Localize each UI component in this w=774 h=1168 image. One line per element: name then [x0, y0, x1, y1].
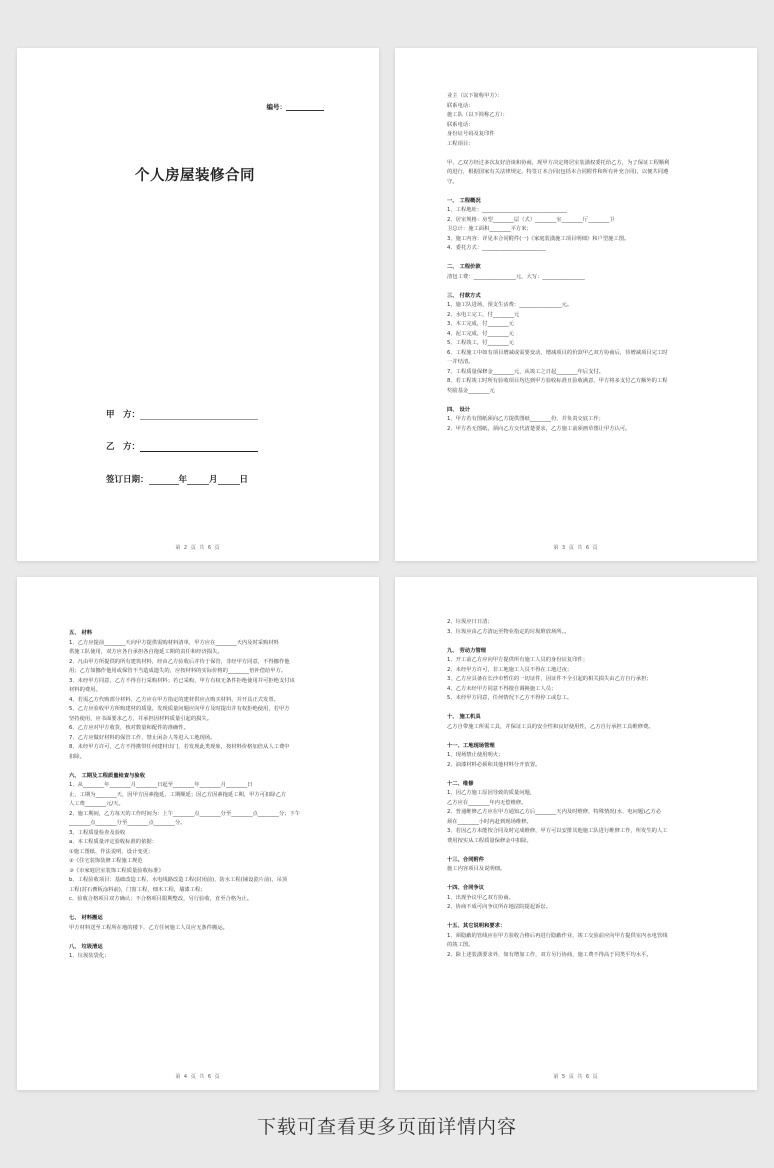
section-heading: 七、 材料搬运 — [69, 915, 103, 921]
clause-line: 坚持使用，应书面要求乙方，并承担因材料质量引起的损失。 — [69, 715, 213, 722]
party-b-blank — [140, 443, 258, 452]
clause-line: 8、未经甲方许可，乙方不得携带任何建材出门，若发现此类现象，按材料价格加倍从人工费中 — [69, 744, 290, 750]
section-heading: 四、 设计 — [447, 406, 471, 413]
clause-line: 3、工程质量检查及验收 — [69, 829, 126, 836]
contract-cover-page — [17, 48, 379, 561]
clause-line: 用；乙方如挪作他用或保管不当造成遗失的，应按材料的实际价格的________倍补偿给甲方。 — [69, 668, 287, 674]
party-b-line — [106, 440, 258, 452]
clause-line: 3、若因乙方未能按合同及时完成维修，甲方可以安排其他施工队进行维修工作，所发生的人工 — [447, 828, 668, 834]
clause-line: b、工程验收项目：基础改造工程，水电线路改造工程(封闭前)，防水工程(铺设瓷片前)，吊顶 — [69, 877, 288, 883]
clause-line: 2、未经甲方许可，非工地施工人员不得在工地过夜； — [447, 666, 573, 673]
page-body — [447, 618, 711, 960]
sign-date-line — [106, 473, 248, 485]
section-heading: 六、 工期及工程质量检查与验收 — [69, 772, 146, 779]
clause-line: 材料的费用。 — [69, 687, 101, 693]
clause-line: 2、施工期间，乙方每天的工作时间为：上午________点________分至________点________分；下午 — [69, 810, 301, 817]
contract-number-blank — [286, 104, 324, 111]
clause-line: 3、施工内容：详见本合同附件(一)《家庭装潢施工项目明细》和户型施工图。 — [447, 235, 630, 242]
clause-line: 1、出现争议甲乙双方协商。 — [447, 894, 514, 901]
clause-line: 2、甲方若无图纸，须向乙方交代清楚要求，乙方施工前须画草图让甲方认可。 — [447, 425, 631, 432]
clause-line — [447, 187, 711, 197]
clause-line: a、本工程质量评定验收标准的依据： — [69, 839, 157, 845]
clause-line: 6、工程施工中如有项目增减或需要变动，增减项目的价款甲乙双方协商后，待增减项目完工时 — [447, 349, 668, 356]
clause-line: 1、因乙方施工原因导致的质量问题， — [447, 790, 536, 796]
party-a-blank — [140, 411, 258, 420]
clause-line: 1、甲方若有图纸须向乙方提供图纸________份，并负责交底工作； — [447, 416, 604, 422]
clause-line: 工程项目： — [447, 140, 474, 147]
clause-line — [447, 913, 711, 923]
clause-line — [447, 149, 711, 159]
clause-line: ________点________分至________点________分。 — [69, 820, 186, 826]
clause-line: 4、泥工完成，付________元 — [447, 330, 514, 337]
contract-page-4 — [395, 577, 757, 1090]
clause-line: 奖励基金________元 — [447, 387, 495, 394]
clause-line — [69, 762, 333, 772]
clause-line: 1、乙方应提前________天向甲方提供需购材料清单，甲方应在________天内及时采购材料 — [69, 639, 279, 646]
section-heading: 二、 工程价款 — [447, 264, 481, 270]
clause-line: 1、须隐蔽的管线应在甲方验收合格后再进行隐蔽作业，竣工交验前应向甲方提供室内水电管线 — [447, 932, 668, 939]
page-body — [447, 92, 711, 434]
clause-line: 4、乙方未经甲方同意不得擅自调换施工人员； — [447, 685, 557, 692]
year-label: 年 — [178, 475, 188, 485]
contract-page-2 — [395, 48, 757, 561]
clause-line: 一并结清。 — [447, 359, 474, 365]
clause-line: 守。 — [447, 178, 458, 185]
page-body — [69, 629, 333, 962]
clause-line: 卫总计：施工面积________平方米； — [447, 226, 532, 232]
clause-line: 工程(封石膏板涂料前)，门窗工程，细木工程，墙漆工程； — [69, 886, 206, 893]
section-heading: 三、 付款方式 — [447, 292, 481, 299]
clause-line: ②《住宅装饰装修工程施工规范 — [69, 858, 143, 864]
clause-line: 1、垃圾装袋化； — [69, 953, 110, 959]
clause-line: 须在________小时内赶到现场维修。 — [447, 818, 532, 825]
contract-number-label: 编号： — [266, 103, 286, 111]
clause-line: 3、木工完成，付________元 — [447, 321, 514, 327]
clause-line: 施工内容项目及说明细。 — [447, 866, 506, 872]
clause-line: 联系电话： — [447, 121, 474, 128]
clause-line: 1、开工前乙方应向甲方提供所有施工人员的身份证复印件； — [447, 657, 589, 663]
clause-line: 1、施工队进场，预支生活费：________________元。 — [447, 302, 573, 308]
section-heading: 十、 施工机具 — [447, 714, 481, 720]
clause-line: c、验收合格项目双方确认；不合格项目限期整改，另行验收，直至合格为止。 — [69, 896, 253, 902]
page-footer: 第 4 页 共 6 页 — [175, 1074, 221, 1080]
clause-line — [69, 933, 333, 943]
clause-line: 4、委托方式：________________________ — [447, 245, 546, 251]
clause-line: 施工队（以下简称乙方）： — [447, 112, 508, 118]
page-footer: 第 3 页 共 6 页 — [553, 545, 599, 551]
clause-line: ③《市家庭居室装饰工程质量验收标准》 — [69, 867, 164, 874]
clause-line: 7、乙方应做好材料的保管工作，禁止闲杂人等进入工地现场。 — [69, 734, 216, 741]
section-heading: 十二、维修 — [447, 780, 474, 787]
clause-line — [447, 846, 711, 856]
clause-line: 3、垃圾应由乙方清运至物业指定的垃圾堆放场所。。 — [447, 628, 570, 635]
section-heading: 一、 工程概况 — [447, 197, 481, 204]
clause-line: 2、除上述装潢要求外，如有增加工作，双方另行协商，施工费不得高于同类平均水平。 — [447, 951, 652, 958]
section-heading: 十一、工地现场管理 — [447, 742, 495, 749]
clause-line: 4、若需乙方代购部分材料，乙方应在甲方指定的建材供应点购买材料，并开具正式发票。 — [69, 696, 279, 703]
contract-number — [267, 102, 325, 111]
section-heading: 十五、其它说明和要求： — [447, 923, 506, 929]
clause-line: 2、水电工完工，付________元 — [447, 311, 520, 318]
contract-title: 个人房屋装修合同 — [135, 168, 255, 184]
clause-line: 甲方材料送至工程所在地的楼下，乙方任何施工人员应无条件搬运。 — [69, 924, 228, 931]
clause-line — [447, 704, 711, 714]
month-label: 月 — [209, 475, 218, 485]
section-heading: 十三、合同附件 — [447, 856, 485, 863]
clause-line: 3、未经甲方同意，乙方不得自行采购材料；若已采购，甲方有权无条件拒绝使用并可拒绝支付该 — [69, 677, 295, 684]
clause-line: 身份证号码及复印件 — [447, 131, 495, 137]
clause-line: 7、工程质量保修金________元，从竣工之日起________年后支付。 — [447, 368, 604, 375]
clause-line: 费用按实从工程质量保修金中扣除。 — [447, 837, 532, 844]
section-heading: 十四、合同争议 — [447, 885, 485, 891]
clause-line — [447, 770, 711, 780]
clause-line: 5、工程竣工，付________元 — [447, 340, 514, 346]
section-heading: 五、 材料 — [69, 630, 93, 636]
clause-line: 2、普通维修乙方应在甲方通知乙方后________天内及时维修，特殊情况(水、电问题)乙方必 — [447, 809, 662, 815]
clause-line — [447, 396, 711, 406]
clause-line — [447, 875, 711, 885]
clause-line: 3、乙方应具备在长沙市暂住的一切证件，因证件不全引起的相关损失由乙方自行承担； — [447, 676, 652, 682]
party-b-label: 乙 方： — [106, 442, 141, 452]
clause-line — [447, 254, 711, 264]
download-caption: 下载可查看更多页面详情内容 — [256, 1116, 517, 1138]
clause-line: 1、从________年________月________日起至________年________月________日 — [69, 782, 253, 788]
party-a-label: 甲 方： — [106, 410, 141, 420]
clause-line: 2、居室规格：房型________层（式）________室________厅________卫 — [447, 216, 615, 223]
clause-line — [447, 282, 711, 292]
party-a-line — [106, 408, 258, 420]
clause-line: 止，工期为________天，因甲方因素拖延，工期顺延；因乙方因素拖延工期，甲方可扣除乙方 — [69, 791, 287, 798]
section-heading: 九、 劳动力管理 — [447, 647, 486, 654]
day-label: 日 — [239, 475, 249, 485]
clause-line: 1、工程地址：________________________________ — [447, 207, 567, 213]
clause-line: 2、凡由甲方所提供的所有建筑材料，经由乙方验收后并待于保管，非经甲方同意，不得挪作他 — [69, 658, 290, 665]
clause-line — [447, 732, 711, 742]
clause-line: 2、油漆材料必须和其他材料分开放置。 — [447, 761, 541, 768]
clause-line: 的进行，根据国家有关法律规定，特签订本合同(包括本合同附件和所有补充合同)，以便共同遵 — [447, 169, 669, 175]
clause-line: 8、若工程竣工时所有验收项目均达到甲方验收标准且验收满意，甲方将多支付乙方额外的工程 — [447, 378, 668, 384]
clause-line: 业主（以下简称甲方）： — [447, 93, 503, 99]
clause-line: 乙方自带施工所需工具，并保证工具的安全性和良好使用性，乙方自行承担工具维修费。 — [447, 723, 654, 730]
section-heading: 八、 垃圾清运 — [69, 943, 103, 950]
clause-line: 联系电话： — [447, 102, 474, 109]
sign-date-label: 签订日期： — [106, 475, 149, 485]
clause-line: 1、现场禁止使用明火； — [447, 752, 504, 758]
clause-line — [447, 637, 711, 647]
clause-line: 甲、乙双方经过多次友好洽谈和协商，现甲方决定将居室装潢权委托给乙方，为了保证工程顺利 — [447, 159, 670, 166]
clause-line: 2、垃圾应日日清； — [447, 619, 493, 625]
contract-page-3 — [17, 577, 379, 1090]
clause-line: 的竣工图。 — [447, 942, 474, 948]
clause-line: 供施工队使用，双方应各自承担各自拖延工期的责任和经济损失。 — [69, 649, 223, 655]
clause-line: 5、乙方应验收甲方所购建材的质量，发现质量问题应向甲方及时提出并有权拒绝使用，若甲方 — [69, 706, 290, 712]
clause-line: 清包工费：________________元，大写：________________ — [447, 273, 585, 280]
clause-line: 6、乙方应对甲方收货，核对数量和配件的准确性。 — [69, 725, 189, 731]
clause-line: 乙方应在________年内无偿维修。 — [447, 799, 527, 806]
clause-line: 人工费________元/天。 — [69, 801, 124, 807]
clause-line: 5、未经甲方同意，任何情况下乙方不得停工或怠工。 — [447, 695, 573, 701]
page-footer: 第 5 页 共 6 页 — [553, 1074, 599, 1080]
page-footer: 第 2 页 共 6 页 — [175, 545, 221, 551]
clause-line — [69, 905, 333, 915]
clause-line: 扣除。 — [69, 753, 85, 760]
clause-line: 2、协商不成可向争议所在地法院提起诉讼。 — [447, 904, 552, 910]
clause-line: ①施工图纸、作法说明、设计变更； — [69, 848, 154, 855]
